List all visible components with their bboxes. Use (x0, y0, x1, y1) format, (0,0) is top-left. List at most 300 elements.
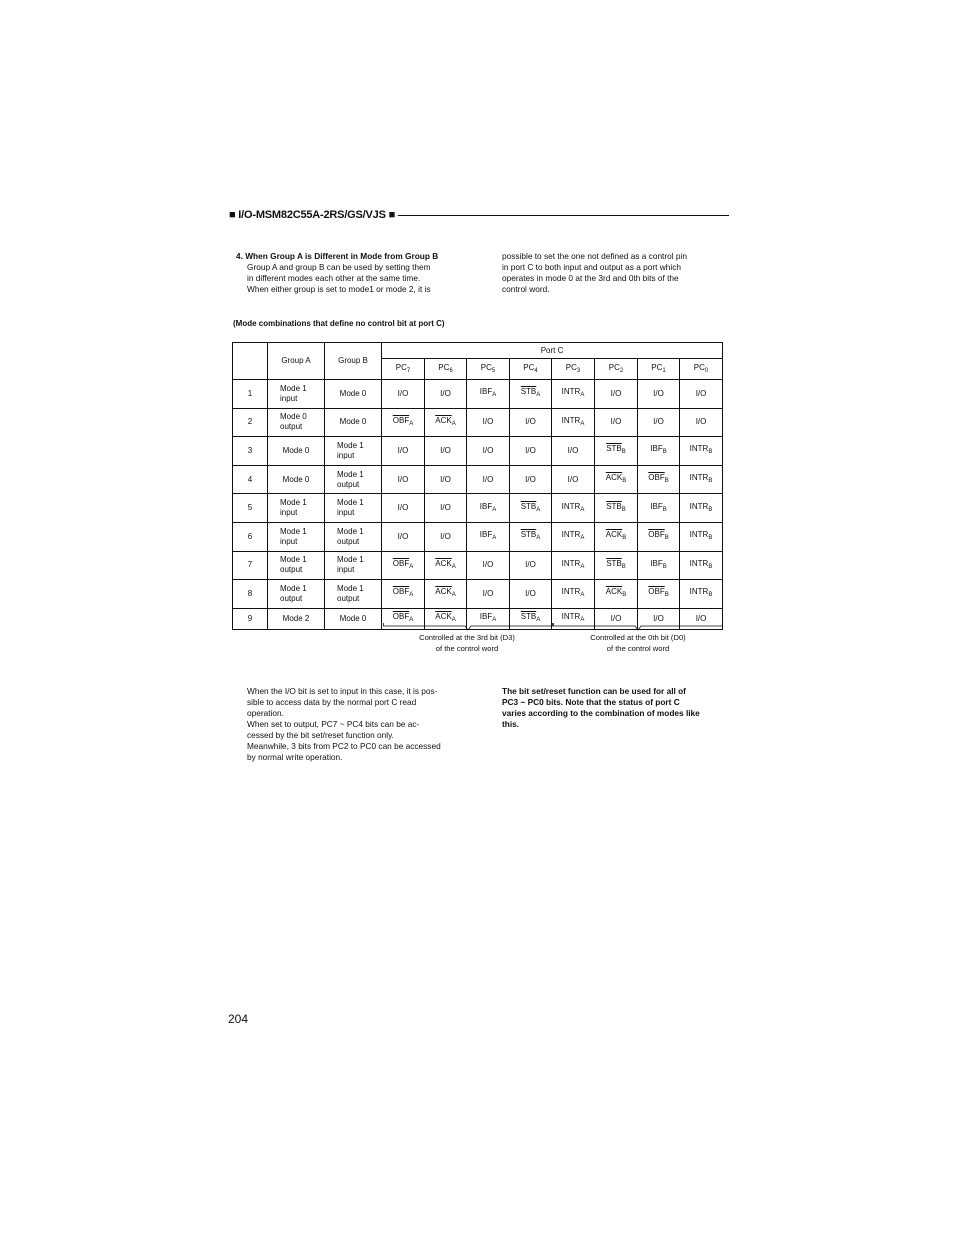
signal-name: I/O (610, 613, 622, 623)
group-a-mode (268, 408, 325, 437)
group-b-mode-line: output (337, 536, 360, 546)
port-c-cell (510, 408, 552, 437)
group-b-mode (325, 608, 382, 629)
brace-right-icon (553, 623, 723, 631)
pin-header-base: PC (651, 362, 663, 372)
signal-group: A (492, 392, 497, 399)
signal-name: $\overline{STB}$ (520, 387, 537, 397)
signal-group: A (451, 420, 456, 427)
signal-group: B (621, 563, 626, 570)
pin-header-pc1 (638, 359, 680, 380)
pin-header-pc0 (680, 359, 723, 380)
body-right-column (502, 686, 723, 730)
body-right-line: varies according to the combination of modes like (502, 708, 700, 718)
signal-group: A (492, 506, 497, 513)
group-b-mode-line: Mode 1 (337, 583, 364, 593)
signal-name: I/O (567, 474, 579, 484)
signal-name: $\overline{OBF}$ (648, 530, 665, 540)
signal-group: B (708, 506, 713, 513)
port-c-cell (595, 494, 638, 523)
signal-name: I/O (695, 613, 707, 623)
group-a-mode-line: Mode 1 (280, 498, 307, 508)
group-a-mode-line: Mode 1 (280, 555, 307, 565)
signal-name: I/O (482, 588, 494, 598)
port-c-cell (382, 437, 425, 466)
port-c-cell (467, 551, 510, 580)
signal-name: $\overline{STB}$ (606, 501, 622, 511)
port-c-cell (638, 465, 680, 494)
table-caption: (Mode combinations that define no control bit at port C) (233, 319, 445, 328)
table-row (233, 522, 723, 551)
section-left-column (236, 251, 468, 295)
signal-name: $\overline{STB}$ (606, 444, 622, 454)
group-b-mode-line: output (337, 479, 360, 489)
signal-name: I/O (440, 445, 451, 455)
signal-name: INTR (689, 530, 709, 540)
signal-name: I/O (610, 417, 622, 427)
group-b-mode (325, 551, 382, 580)
signal-group: B (622, 478, 627, 485)
pin-header-sub: 0 (704, 367, 709, 374)
signal-name: $\overline{STB}$ (520, 501, 537, 511)
signal-name: INTR (689, 501, 709, 511)
group-b-mode-line: Mode 0 (339, 613, 367, 623)
port-c-cell (425, 465, 467, 494)
signal-name: I/O (525, 474, 536, 484)
signal-name: $\overline{ACK}$ (605, 473, 623, 483)
port-c-cell (382, 580, 425, 609)
row-number: 2 (233, 408, 268, 437)
signal-name: INTR (689, 558, 709, 568)
note-right-line: Controlled at the 0th bit (D0) (590, 633, 686, 642)
signal-name: I/O (397, 503, 409, 513)
port-c-cell (382, 522, 425, 551)
port-c-cell (638, 551, 680, 580)
table-row (233, 437, 723, 466)
pin-header-sub: 6 (449, 367, 453, 374)
port-c-cell (680, 380, 723, 409)
group-a-mode (268, 608, 325, 629)
port-c-cell (425, 437, 467, 466)
signal-group: A (451, 592, 456, 599)
signal-name: I/O (440, 503, 451, 513)
signal-group: A (580, 592, 585, 599)
port-c-cell (638, 437, 680, 466)
port-c-cell (680, 437, 723, 466)
section-left-line: When either group is set to mode1 or mode 2, it is (247, 284, 431, 294)
pin-header-base: PC (480, 362, 492, 372)
port-c-header: Port C (382, 343, 723, 359)
port-c-cell (510, 580, 552, 609)
group-a-mode-line: Mode 0 (280, 412, 307, 422)
port-c-cell (467, 408, 510, 437)
port-c-cell (425, 522, 467, 551)
port-c-cell (552, 580, 595, 609)
signal-group: A (409, 420, 414, 427)
signal-name: I/O (397, 388, 409, 398)
signal-group: B (708, 449, 713, 456)
signal-name: $\overline{ACK}$ (435, 415, 452, 425)
row-number: 5 (233, 494, 268, 523)
signal-group: A (409, 563, 414, 570)
port-c-cell (467, 380, 510, 409)
signal-name: IBF (650, 558, 663, 568)
signal-name: IBF (479, 612, 493, 622)
signal-name: INTR (689, 473, 709, 483)
port-c-cell (467, 494, 510, 523)
port-c-cell (595, 465, 638, 494)
signal-group: A (536, 535, 541, 542)
group-a-mode (268, 580, 325, 609)
port-c-cell (595, 551, 638, 580)
signal-name: INTR (561, 558, 581, 568)
signal-name: IBF (650, 501, 663, 511)
signal-name: I/O (482, 474, 494, 484)
pin-header-base: PC (395, 362, 407, 372)
pin-header-sub: 1 (662, 367, 666, 374)
pin-header-pc7 (382, 359, 425, 380)
section-right-column (502, 251, 722, 295)
port-c-cell (595, 522, 638, 551)
row-number: 8 (233, 580, 268, 609)
signal-name: $\overline{STB}$ (520, 612, 537, 622)
note-left-line: Controlled at the 3rd bit (D3) (419, 633, 515, 642)
signal-name: I/O (482, 445, 494, 455)
signal-group: B (708, 478, 713, 485)
signal-group: A (451, 563, 456, 570)
row-number: 6 (233, 522, 268, 551)
port-c-cell (638, 408, 680, 437)
signal-group: B (622, 592, 627, 599)
pin-header-base: PC (565, 362, 577, 372)
group-b-mode (325, 380, 382, 409)
note-left-line: of the control word (435, 644, 499, 653)
table-row (233, 551, 723, 580)
port-c-cell (510, 465, 552, 494)
body-left-line: operation. (247, 708, 284, 718)
note-right (552, 632, 724, 654)
body-right-line: this. (502, 719, 520, 729)
group-a-mode-line: output (280, 565, 303, 575)
signal-name: INTR (561, 587, 581, 597)
signal-name: I/O (440, 474, 451, 484)
port-c-cell (552, 551, 595, 580)
group-b-mode-line: Mode 1 (337, 555, 364, 565)
pin-header-pc5 (467, 359, 510, 380)
group-a-mode (268, 522, 325, 551)
signal-name: IBF (479, 387, 493, 397)
group-b-mode-line: Mode 1 (337, 526, 364, 536)
signal-name: I/O (440, 531, 451, 541)
signal-name: I/O (397, 445, 409, 455)
section-right-line: in port C to both input and output as a port which (502, 262, 681, 272)
port-c-cell (425, 580, 467, 609)
group-a-mode-line: input (280, 536, 298, 546)
signal-group: B (708, 535, 713, 542)
row-number: 1 (233, 380, 268, 409)
group-b-mode-line: output (337, 593, 360, 603)
body-right-line: The bit set/reset function can be used for all of (502, 686, 686, 696)
pin-header-sub: 4 (534, 367, 538, 374)
group-b-mode-line: input (337, 508, 355, 518)
signal-name: I/O (610, 388, 622, 398)
signal-name: $\overline{STB}$ (520, 530, 537, 540)
signal-group: A (492, 535, 497, 542)
section-left-line: Group A and group B can be used by setting them (247, 262, 431, 272)
port-c-cell (680, 522, 723, 551)
pin-header-pc6 (425, 359, 467, 380)
page-number: 204 (228, 1012, 249, 1026)
port-c-cell (638, 494, 680, 523)
pin-header-pc3 (552, 359, 595, 380)
signal-name: $\overline{OBF}$ (648, 587, 665, 597)
port-c-cell (638, 522, 680, 551)
port-c-cell (382, 408, 425, 437)
signal-name: $\overline{OBF}$ (648, 473, 665, 483)
group-a-mode-line: output (280, 593, 303, 603)
signal-group: A (580, 535, 585, 542)
group-a-mode-line: input (280, 508, 298, 518)
brace-left (383, 623, 553, 631)
group-b-mode (325, 465, 382, 494)
port-c-cell (680, 551, 723, 580)
port-c-cell (595, 380, 638, 409)
row-number-header (233, 343, 268, 380)
signal-name: I/O (482, 417, 494, 427)
body-right-line: PC3 ~ PC0 bits. Note that the status of port C (502, 697, 680, 707)
signal-group: A (536, 617, 541, 624)
port-c-cell (510, 380, 552, 409)
group-b-mode-line: Mode 1 (337, 498, 364, 508)
pin-header-sub: 2 (619, 367, 624, 374)
signal-name: $\overline{ACK}$ (605, 530, 623, 540)
group-a-mode (268, 465, 325, 494)
pin-header-sub: 5 (491, 367, 496, 374)
mode-combination-table (232, 342, 723, 630)
signal-group: A (580, 420, 585, 427)
note-right-line: of the control word (606, 644, 670, 653)
signal-name: I/O (482, 560, 494, 570)
header-rule (398, 215, 729, 216)
page-header (229, 207, 729, 223)
port-c-cell (382, 551, 425, 580)
signal-name: $\overline{ACK}$ (435, 587, 452, 597)
signal-name: I/O (397, 474, 409, 484)
signal-group: B (664, 592, 669, 599)
port-c-cell (425, 551, 467, 580)
port-c-cell (467, 465, 510, 494)
body-left-line: cessed by the bit set/reset function only. (247, 730, 394, 740)
signal-group: A (580, 617, 585, 624)
table-row (233, 465, 723, 494)
group-a-header: Group A (268, 343, 325, 380)
signal-name: INTR (561, 387, 581, 397)
group-b-mode-line: Mode 1 (337, 469, 364, 479)
table-row (233, 408, 723, 437)
header-title: ■ I/O-MSM82C55A-2RS/GS/VJS ■ (229, 209, 396, 221)
signal-name: $\overline{OBF}$ (392, 558, 410, 568)
pin-header-sub: 7 (406, 367, 411, 374)
signal-group: A (580, 392, 585, 399)
signal-name: $\overline{OBF}$ (392, 415, 410, 425)
port-c-cell (467, 522, 510, 551)
group-a-mode-line: Mode 2 (282, 613, 310, 623)
signal-name: $\overline{ACK}$ (605, 587, 623, 597)
signal-name: IBF (650, 444, 663, 454)
group-b-header: Group B (325, 343, 382, 380)
port-c-cell (638, 580, 680, 609)
group-b-mode (325, 408, 382, 437)
section-right-line: operates in mode 0 at the 3rd and 0th bits of the (502, 273, 679, 283)
port-c-cell (595, 580, 638, 609)
signal-name: IBF (479, 530, 493, 540)
group-b-mode-line: Mode 0 (339, 388, 367, 398)
port-c-cell (595, 408, 638, 437)
port-c-cell (552, 380, 595, 409)
group-a-mode-line: Mode 1 (280, 583, 307, 593)
port-c-cell (425, 380, 467, 409)
port-c-cell (425, 408, 467, 437)
signal-group: A (492, 617, 497, 624)
signal-group: B (708, 592, 713, 599)
group-a-mode-line: output (280, 422, 303, 432)
table-row (233, 380, 723, 409)
port-c-cell (467, 580, 510, 609)
body-left-line: by normal write operation. (247, 752, 343, 762)
signal-name: I/O (653, 388, 664, 398)
port-c-cell (552, 408, 595, 437)
port-c-cell (552, 465, 595, 494)
signal-name: I/O (653, 417, 664, 427)
signal-name: $\overline{ACK}$ (435, 612, 452, 622)
signal-name: I/O (525, 417, 536, 427)
signal-name: INTR (561, 415, 581, 425)
port-c-cell (638, 380, 680, 409)
table-row (233, 580, 723, 609)
group-b-mode (325, 522, 382, 551)
signal-group: B (664, 535, 669, 542)
pin-header-pc4 (510, 359, 552, 380)
signal-name: INTR (561, 501, 581, 511)
signal-group: A (536, 506, 541, 513)
group-a-mode (268, 380, 325, 409)
signal-name: IBF (479, 501, 493, 511)
port-c-cell (680, 580, 723, 609)
port-c-cell (552, 437, 595, 466)
signal-group: A (580, 506, 585, 513)
body-left-line: When set to output, PC7 ~ PC4 bits can be ac- (247, 719, 420, 729)
pin-header-base: PC (438, 362, 450, 372)
group-b-mode-line: input (337, 450, 355, 460)
signal-name: $\overline{OBF}$ (392, 612, 410, 622)
group-a-mode-line: input (280, 393, 298, 403)
port-c-cell (510, 494, 552, 523)
signal-name: $\overline{OBF}$ (392, 587, 410, 597)
signal-group: B (662, 449, 667, 456)
signal-group: B (662, 563, 667, 570)
row-number: 4 (233, 465, 268, 494)
signal-group: B (708, 563, 713, 570)
signal-name: I/O (525, 445, 536, 455)
signal-name: INTR (689, 444, 709, 454)
group-a-mode-line: Mode 0 (282, 474, 310, 484)
signal-name: INTR (561, 530, 581, 540)
body-left-column (247, 686, 467, 763)
group-b-mode (325, 580, 382, 609)
port-c-cell (467, 437, 510, 466)
signal-name: I/O (440, 388, 451, 398)
port-c-cell (510, 437, 552, 466)
signal-group: B (621, 506, 626, 513)
signal-group: A (536, 392, 541, 399)
port-c-cell (680, 408, 723, 437)
group-a-mode-line: Mode 1 (280, 526, 307, 536)
signal-group: A (409, 617, 414, 624)
group-b-mode (325, 437, 382, 466)
note-left (384, 632, 550, 654)
signal-name: I/O (695, 388, 707, 398)
row-number: 3 (233, 437, 268, 466)
signal-name: $\overline{STB}$ (606, 558, 622, 568)
group-a-mode (268, 551, 325, 580)
pin-header-base: PC (523, 362, 535, 372)
signal-name: I/O (397, 531, 409, 541)
port-c-cell (382, 465, 425, 494)
signal-name: I/O (525, 588, 536, 598)
signal-name: I/O (567, 445, 579, 455)
port-c-cell (382, 380, 425, 409)
row-number: 9 (233, 608, 268, 629)
port-c-cell (680, 465, 723, 494)
signal-group: B (621, 449, 626, 456)
pin-header-sub: 3 (576, 367, 581, 374)
port-c-cell (382, 494, 425, 523)
brace-left-icon (383, 623, 553, 631)
table-row (233, 494, 723, 523)
group-b-mode (325, 494, 382, 523)
port-c-cell (425, 494, 467, 523)
group-b-mode-line: Mode 1 (337, 440, 364, 450)
body-left-line: sible to access data by the normal port C read (247, 697, 417, 707)
signal-group: B (662, 506, 667, 513)
section-heading: 4. When Group A is Different in Mode from Group B (236, 251, 439, 261)
pin-header-base: PC (608, 362, 620, 372)
signal-name: I/O (525, 560, 536, 570)
signal-name: $\overline{ACK}$ (435, 558, 452, 568)
port-c-cell (510, 551, 552, 580)
brace-right (553, 623, 723, 631)
pin-header-base: PC (693, 362, 705, 372)
group-a-mode-line: Mode 1 (280, 383, 307, 393)
body-left-line: When the I/O bit is set to input in this case, it is pos- (247, 686, 438, 696)
port-c-cell (680, 494, 723, 523)
group-a-mode-line: Mode 0 (282, 445, 310, 455)
signal-name: I/O (653, 613, 664, 623)
group-b-mode-line: Mode 0 (339, 417, 367, 427)
port-c-cell (510, 522, 552, 551)
signal-name: I/O (695, 417, 707, 427)
port-c-cell (552, 494, 595, 523)
signal-group: A (409, 592, 414, 599)
section-right-line: control word. (502, 284, 550, 294)
signal-name: INTR (689, 587, 709, 597)
body-left-line: Meanwhile, 3 bits from PC2 to PC0 can be accessed (247, 741, 441, 751)
port-c-cell (595, 437, 638, 466)
group-a-mode (268, 437, 325, 466)
section-right-line: possible to set the one not defined as a control pin (502, 251, 687, 261)
port-c-cell (552, 522, 595, 551)
section-left-line: in different modes each other at the same time. (247, 273, 421, 283)
